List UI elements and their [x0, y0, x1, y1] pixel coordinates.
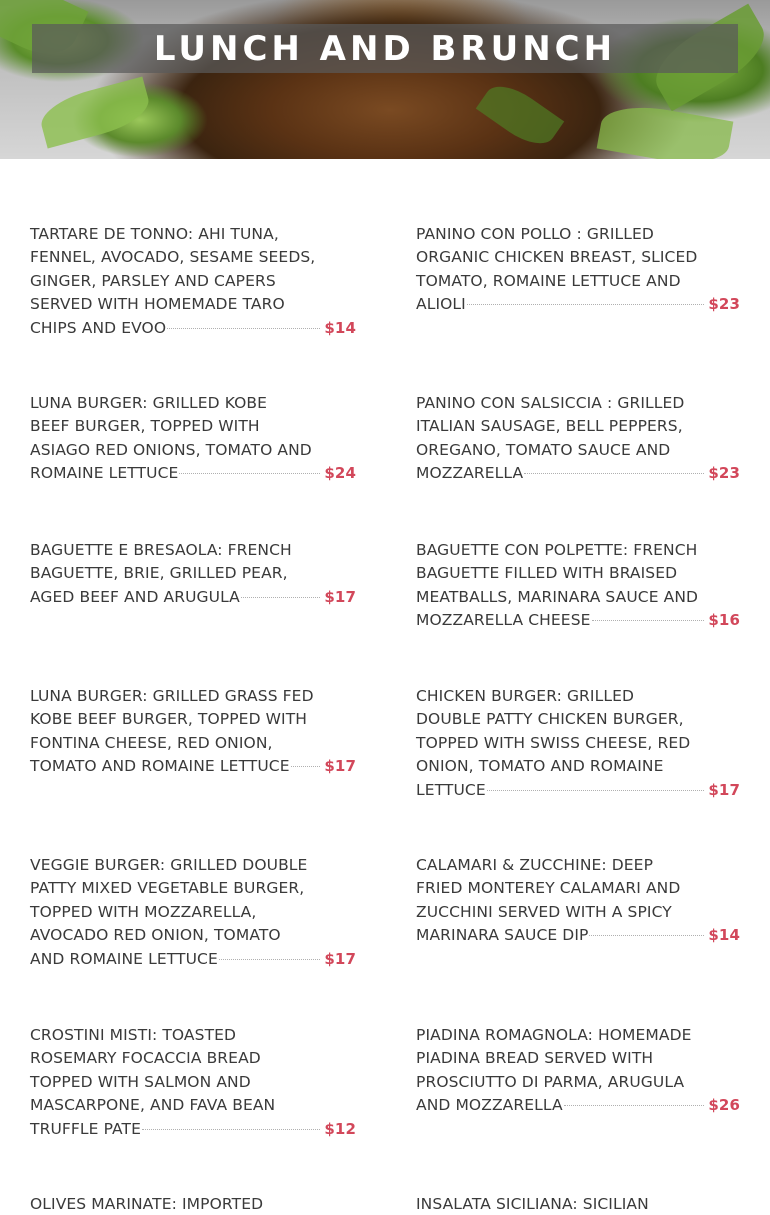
dotted-leader [524, 472, 704, 474]
menu-item [30, 1193, 356, 1215]
menu-item: CALAMARI & ZUCCHINE: DEEP FRIED MONTEREY CALAMARI AND ZUCCHINI SERVED WITH A SPICY MARINARA SAUCE DIP $14 [416, 854, 740, 948]
menu-item-price: $14 [324, 318, 356, 337]
dotted-leader [291, 765, 321, 767]
menu-item: BAGUETTE E BRESAOLA: FRENCH BAGUETTE, BRIE, GRILLED PEAR, AGED BEEF AND ARUGULA $17 [30, 539, 356, 609]
menu-item-description: VEGGIE BURGER: GRILLED DOUBLE PATTY MIXED VEGETABLE BURGER, TOPPED WITH MOZZARELLA, AVOCADO RED ONION, TOMATO [30, 856, 308, 945]
menu-item-price: $17 [324, 587, 356, 606]
dotted-leader [241, 596, 320, 598]
dotted-leader [179, 472, 320, 474]
menu-item: PANINO CON SALSICCIA : GRILLED ITALIAN SAUSAGE, BELL PEPPERS, OREGANO, TOMATO SAUCE AND MOZZARELLA $23 [416, 392, 740, 486]
dotted-leader [487, 789, 705, 791]
dotted-leader [592, 619, 705, 621]
title-band [32, 24, 738, 73]
menu-item-price: $16 [708, 611, 740, 630]
dotted-leader [467, 303, 705, 305]
menu-item: CROSTINI MISTI: TOASTED ROSEMARY FOCACCIA BREAD TOPPED WITH SALMON AND MASCARPONE, AND FAVA BEAN TRUFFLE PATE $12 [30, 1024, 356, 1141]
menu-item-price: $17 [324, 757, 356, 776]
dotted-leader [589, 934, 704, 936]
menu-item: BAGUETTE CON POLPETTE: FRENCH BAGUETTE FILLED WITH BRAISED MEATBALLS, MARINARA SAUCE AND MOZZARELLA CHEESE $16 [416, 539, 740, 633]
menu-item-price: $14 [708, 926, 740, 945]
dotted-leader [564, 1104, 705, 1106]
page-title: LUNCH AND BRUNCH [153, 28, 617, 69]
menu-item-description: BAGUETTE E BRESAOLA: FRENCH BAGUETTE, BRIE, GRILLED PEAR, [30, 541, 292, 583]
dotted-leader [142, 1128, 320, 1130]
hero-banner-image [0, 0, 770, 159]
menu-item-description: TARTARE DE TONNO: AHI TUNA, FENNEL, AVOCADO, SESAME SEEDS, GINGER, PARSLEY AND CAPERS SERVED WITH HOMEMADE TARO [30, 225, 316, 314]
menu-item [416, 1193, 740, 1215]
menu-item-description: PIADINA ROMAGNOLA: HOMEMADE PIADINA BREAD SERVED WITH PROSCIUTTO DI PARMA, ARUGULA [416, 1026, 692, 1091]
menu-item-description: INSALATA SICILIANA: SICILIAN [416, 1195, 649, 1213]
menu-item-description: BAGUETTE CON POLPETTE: FRENCH BAGUETTE FILLED WITH BRAISED MEATBALLS, MARINARA SAUCE AND [416, 541, 699, 606]
dotted-leader [219, 958, 321, 960]
menu-item-description: CROSTINI MISTI: TOASTED ROSEMARY FOCACCIA BREAD TOPPED WITH SALMON AND MASCARPONE, AND FAVA BEAN [30, 1026, 276, 1115]
menu-item-description: CALAMARI & ZUCCHINE: DEEP FRIED MONTEREY CALAMARI AND ZUCCHINI SERVED WITH A SPICY [416, 856, 681, 921]
menu-item-description: OLIVES MARINATE: IMPORTED [30, 1195, 264, 1213]
menu-item: PIADINA ROMAGNOLA: HOMEMADE PIADINA BREAD SERVED WITH PROSCIUTTO DI PARMA, ARUGULA AND MOZZARELLA $26 [416, 1024, 740, 1118]
menu-item-description: PANINO CON POLLO : GRILLED ORGANIC CHICKEN BREAST, SLICED TOMATO, ROMAINE LETTUCE AND [416, 225, 698, 290]
menu-item: TARTARE DE TONNO: AHI TUNA, FENNEL, AVOCADO, SESAME SEEDS, GINGER, PARSLEY AND CAPERS SERVED WITH HOMEMADE TARO CHIPS AND EVOO $14 [30, 223, 356, 340]
menu-item-description: CHICKEN BURGER: GRILLED DOUBLE PATTY CHICKEN BURGER, TOPPED WITH SWISS CHEESE, RED ONION, TOMATO AND ROMAINE [416, 687, 691, 776]
menu-item-description: LUNA BURGER: GRILLED KOBE BEEF BURGER, TOPPED WITH ASIAGO RED ONIONS, TOMATO AND [30, 394, 312, 459]
menu-item-price: $24 [324, 464, 356, 483]
menu-item: LUNA BURGER: GRILLED KOBE BEEF BURGER, TOPPED WITH ASIAGO RED ONIONS, TOMATO AND ROMAINE LETTUCE $24 [30, 392, 356, 486]
dotted-leader [167, 327, 320, 329]
menu-item-price: $26 [708, 1096, 740, 1115]
menu-item: CHICKEN BURGER: GRILLED DOUBLE PATTY CHICKEN BURGER, TOPPED WITH SWISS CHEESE, RED ONION, TOMATO AND ROMAINE LETTUCE $17 [416, 685, 740, 802]
menu-item-price: $17 [324, 949, 356, 968]
menu-item-price: $23 [708, 295, 740, 314]
menu-item-description: PANINO CON SALSICCIA : GRILLED ITALIAN SAUSAGE, BELL PEPPERS, OREGANO, TOMATO SAUCE AND [416, 394, 685, 459]
menu-item: LUNA BURGER: GRILLED GRASS FED KOBE BEEF BURGER, TOPPED WITH FONTINA CHEESE, RED ONION, TOMATO AND ROMAINE LETTUCE $17 [30, 685, 356, 779]
menu-item: PANINO CON POLLO : GRILLED ORGANIC CHICKEN BREAST, SLICED TOMATO, ROMAINE LETTUCE AND ALIOLI $23 [416, 223, 740, 317]
menu-item-description: LUNA BURGER: GRILLED GRASS FED KOBE BEEF BURGER, TOPPED WITH FONTINA CHEESE, RED ONION, [30, 687, 314, 752]
menu-item: VEGGIE BURGER: GRILLED DOUBLE PATTY MIXED VEGETABLE BURGER, TOPPED WITH MOZZARELLA, AVOCADO RED ONION, TOMATO AND ROMAINE LETTUCE $17 [30, 854, 356, 971]
menu-item-price: $12 [324, 1119, 356, 1138]
menu-item-price: $23 [708, 464, 740, 483]
menu-item-price: $17 [708, 780, 740, 799]
